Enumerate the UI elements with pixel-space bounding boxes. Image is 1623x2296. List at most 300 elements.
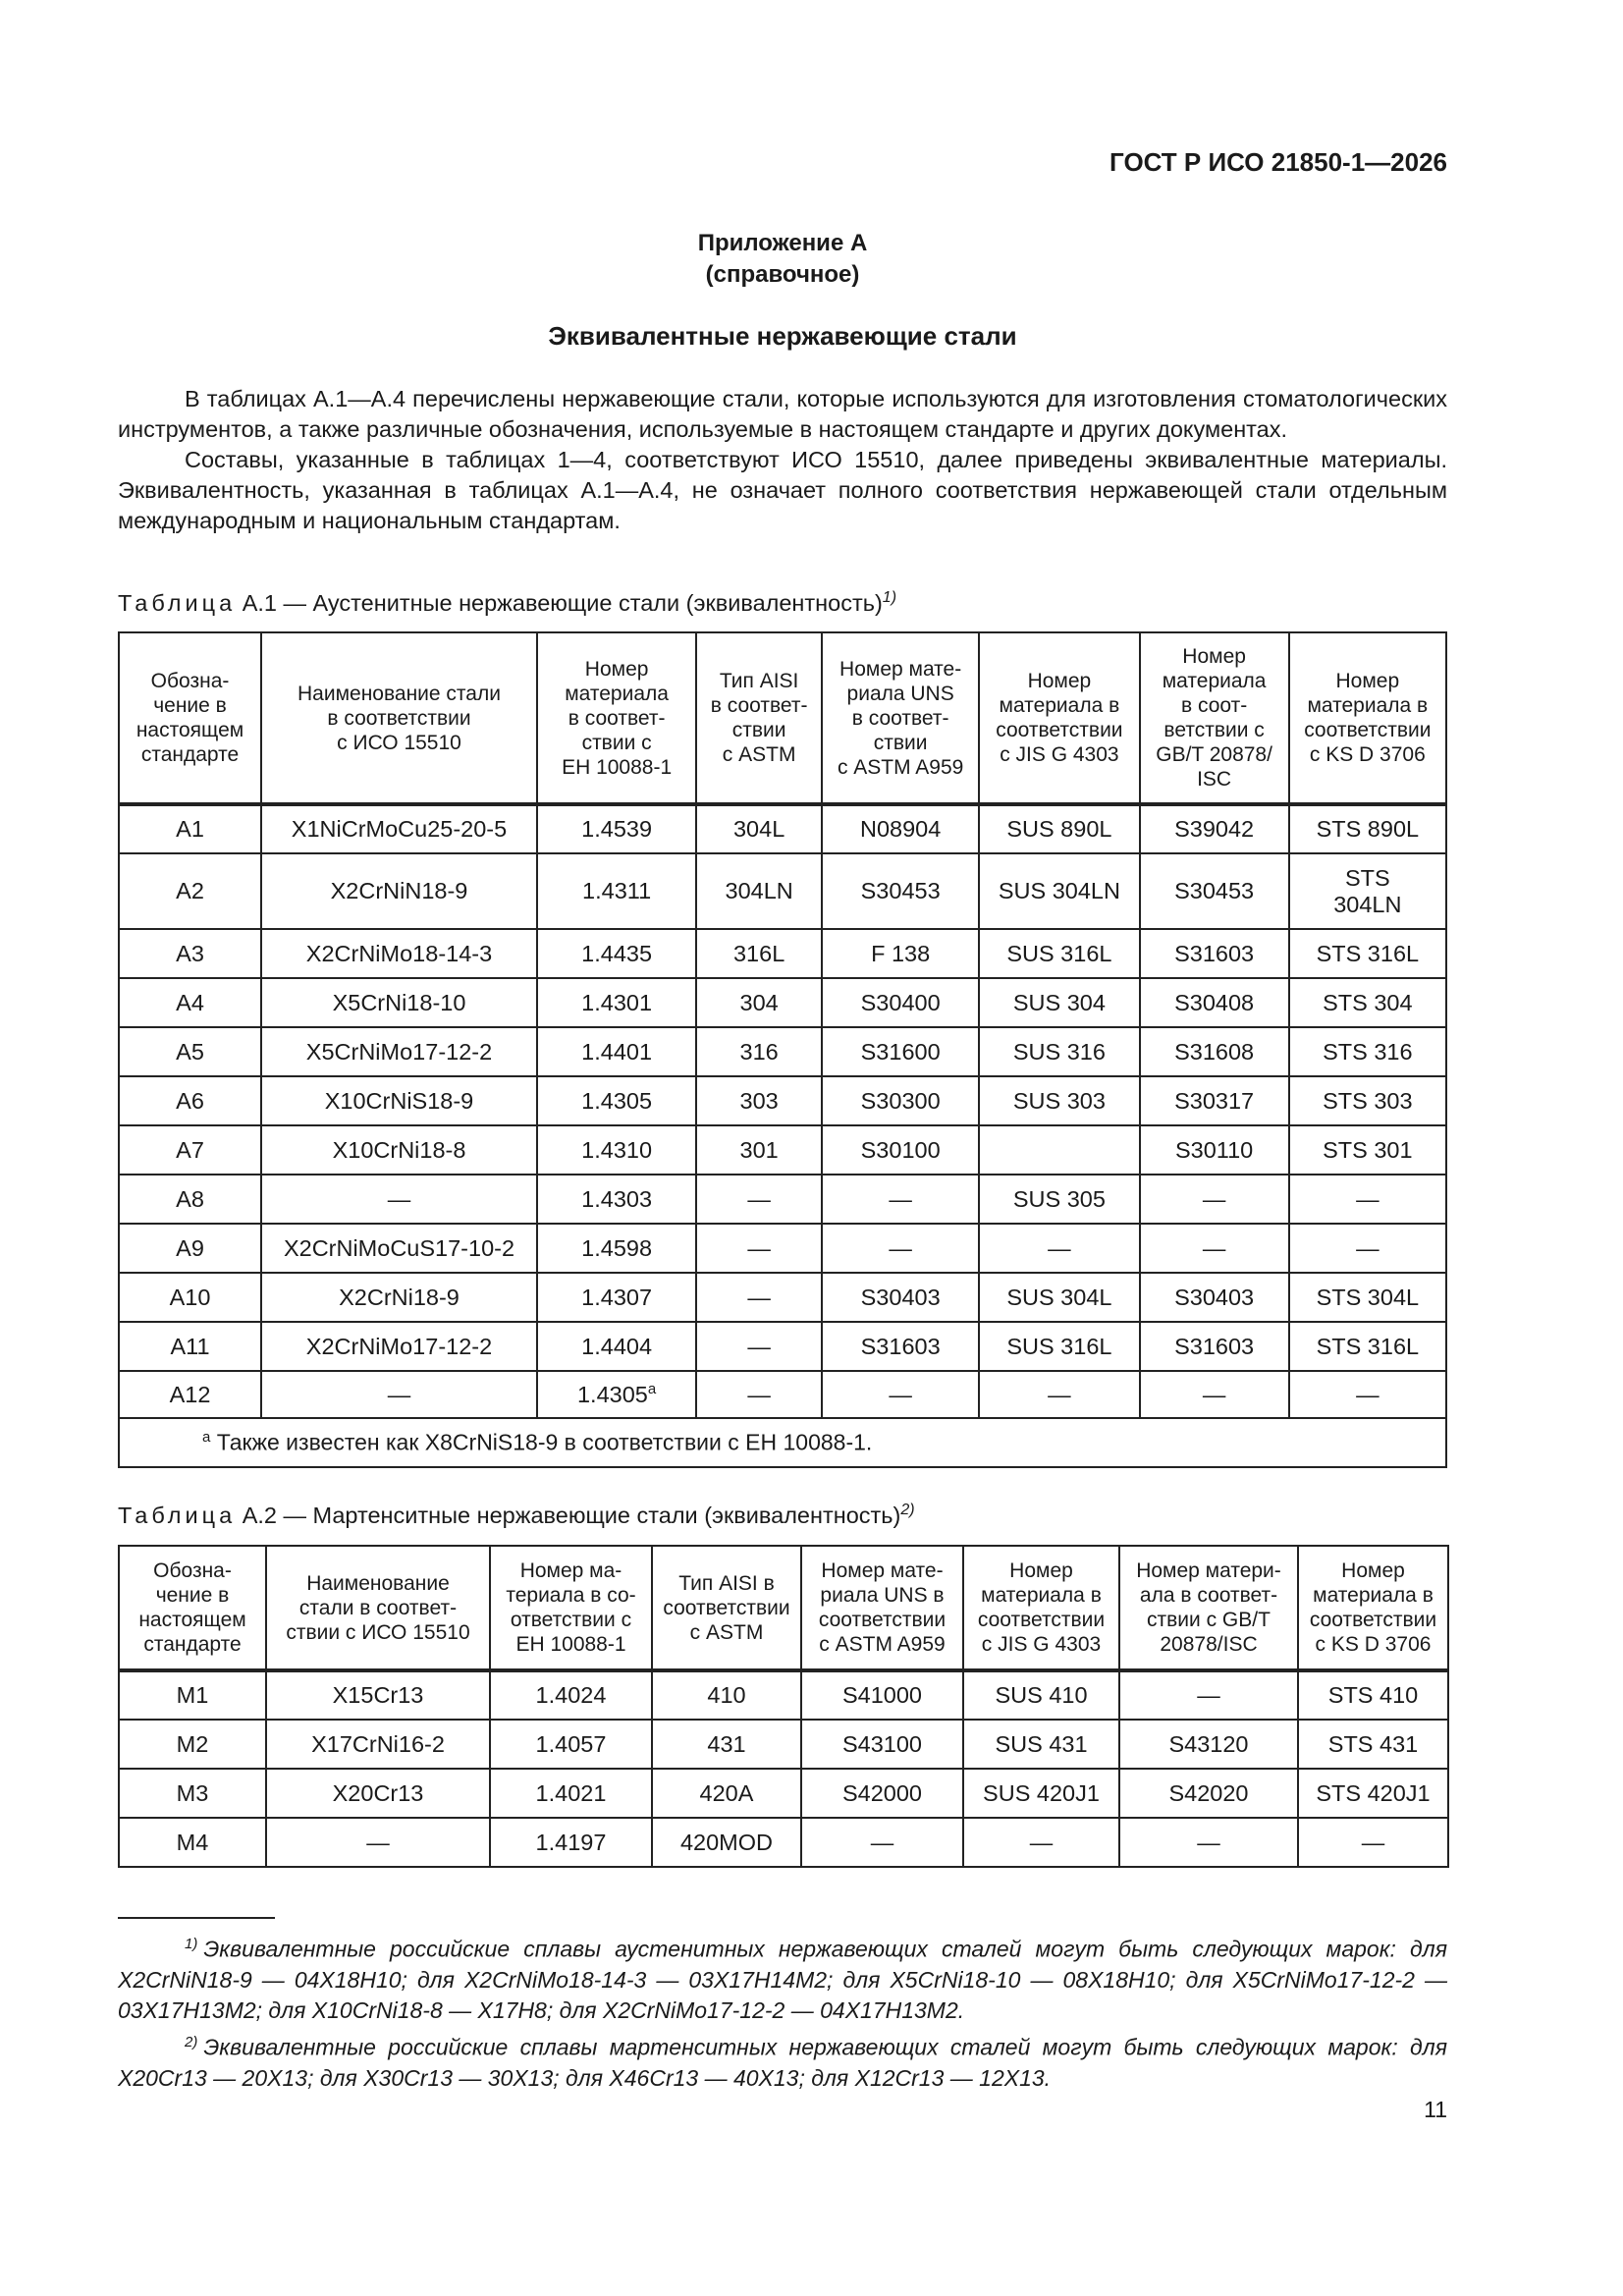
table-cell: [822, 1125, 979, 1175]
cell-value: S31600: [860, 1038, 941, 1065]
table-cell: [1140, 1224, 1289, 1273]
cell-value: S30403: [860, 1284, 941, 1310]
column-header: Номер материала в соответствии с KS D 3706: [1298, 1546, 1448, 1670]
cell-value: S30110: [1174, 1136, 1254, 1163]
cell-value: X2CrNi18-9: [339, 1284, 460, 1310]
footnote-mark: 2): [185, 2034, 198, 2050]
cell-value: 1.4021: [535, 1779, 607, 1806]
table-cell: [822, 1175, 979, 1224]
table-cell: [1289, 853, 1446, 929]
table-cell: [1140, 804, 1289, 853]
annex-subtitle: (справочное): [705, 261, 860, 288]
table-cell: [1289, 1273, 1446, 1322]
cell-value: 1.4404: [581, 1333, 653, 1359]
table-cell: [261, 1027, 537, 1076]
cell-value: А4: [176, 989, 204, 1015]
table-cell: [1140, 1371, 1289, 1418]
annex-title: Приложение А: [697, 230, 868, 256]
cell-value: 1.4305: [576, 1381, 648, 1407]
table-cell: [979, 978, 1139, 1027]
cell-value: STS 431: [1327, 1730, 1419, 1757]
table-cell: [963, 1769, 1119, 1818]
cell-value: —: [747, 1284, 771, 1310]
table-cell: [119, 1027, 261, 1076]
table-cell: [1289, 1224, 1446, 1273]
cell-value: 1.4305: [581, 1087, 653, 1114]
table-cell: [119, 853, 261, 929]
table-cell: [979, 1371, 1139, 1418]
table-cell: [1289, 1125, 1446, 1175]
table-cell: [1289, 1322, 1446, 1371]
table-cell: [119, 978, 261, 1027]
cell-value: А5: [176, 1038, 204, 1065]
column-header: Тип AISI в соответ- ствии с ASTM: [696, 632, 822, 804]
cell-value: SUS 304L: [1006, 1284, 1112, 1310]
table-cell: [266, 1818, 490, 1867]
paragraph: Составы, указанные в таблицах 1—4, соответствуют ИСО 15510, далее приведены эквивалентные материалы. Эквивалентность, указанная в таблицах А.1—А.4, не означает полного соответствия нержавеющей стали отдельным международным и национальным стандартам.: [118, 447, 1447, 533]
table-cell: [696, 1273, 822, 1322]
table-cell: [537, 1076, 696, 1125]
cell-value: А7: [176, 1136, 204, 1163]
cell-value: S39042: [1174, 816, 1255, 842]
table-row: [119, 804, 1446, 853]
cell-value: —: [1356, 1185, 1380, 1212]
table-cell: [537, 1322, 696, 1371]
cell-value: —: [387, 1185, 411, 1212]
footnote-text: Эквивалентные российские сплавы аустенитных нержавеющих сталей могут быть следующих марок: для X2CrNiN18-9 — 04Х18Н10; для X2CrNiMo18-14-3 — 03Х17Н14М2; для X5CrNi18-10 — 08Х18Н10; для X5CrNiMo17-12-2 — 03Х17Н13М2; для X10CrNi18-8 — Х17Н8; для X2CrNiMo17-12-2 — 04Х17Н13М2.: [118, 1936, 1447, 2023]
cell-value: 1.4401: [581, 1038, 653, 1065]
cell-value: —: [1202, 1234, 1226, 1261]
table-cell: [261, 978, 537, 1027]
table-cell: [1140, 929, 1289, 978]
table-cell: [1140, 1273, 1289, 1322]
cell-value: 301: [739, 1136, 779, 1163]
paragraph: В таблицах А.1—А.4 перечислены нержавеющие стали, которые используются для изготовления стоматологических инструментов, а также различные обозначения, используемые в настоящем стандарте и других документах.: [118, 386, 1447, 442]
table-cell: [979, 929, 1139, 978]
cell-value: STS 420J1: [1316, 1779, 1431, 1806]
table-cell: [963, 1818, 1119, 1867]
cell-value: 1.4301: [581, 989, 653, 1015]
table-cell: [979, 1175, 1139, 1224]
table-cell: [652, 1769, 801, 1818]
cell-value: STS 316L: [1316, 940, 1420, 966]
table1-caption: [118, 589, 896, 617]
table-cell: [822, 978, 979, 1027]
cell-value: X2CrNiMoCuS17-10-2: [283, 1234, 515, 1261]
table-cell: [490, 1818, 652, 1867]
table-cell: [537, 853, 696, 929]
table-cell: [822, 1224, 979, 1273]
column-header: Обозна- чение в настоящем стандарте: [119, 632, 261, 804]
table-cell: [652, 1720, 801, 1769]
table-cell: [537, 1273, 696, 1322]
table-note-ref: a: [647, 1381, 657, 1398]
table-cell: [822, 1322, 979, 1371]
cell-value: 1.4310: [581, 1136, 653, 1163]
cell-value: X5CrNi18-10: [332, 989, 466, 1015]
cell-value: —: [1029, 1829, 1054, 1855]
table-cell: [652, 1670, 801, 1720]
footnote-text: Эквивалентные российские сплавы мартенситных нержавеющих сталей могут быть следующих марок: для X20Cr13 — 20Х13; для X30Cr13 — 30Х13; для X46Cr13 — 40Х13; для X12Cr13 — 12Х13.: [118, 2034, 1447, 2091]
table-cell: [1119, 1769, 1298, 1818]
cell-value: S30453: [860, 878, 941, 903]
table-cell: [537, 1371, 696, 1418]
table-row: [119, 1322, 1446, 1371]
table-row: [119, 1273, 1446, 1322]
table-cell: [963, 1720, 1119, 1769]
table-austenitic: [118, 631, 1447, 1468]
cell-value: X10CrNiS18-9: [324, 1087, 474, 1114]
table-cell: [119, 1670, 266, 1720]
table-row: [119, 1027, 1446, 1076]
cell-value: S41000: [841, 1682, 923, 1708]
table-cell: [266, 1670, 490, 1720]
document-code: ГОСТ Р ИСО 21850-1—2026: [1109, 147, 1447, 177]
cell-value: X2CrNiMo17-12-2: [305, 1333, 493, 1359]
cell-value: —: [747, 1234, 771, 1261]
cell-value: А11: [170, 1333, 210, 1359]
table-note-text: Также известен как X8CrNiS18-9 в соответствии с ЕН 10088-1.: [216, 1429, 873, 1455]
table-cell: [1289, 1076, 1446, 1125]
column-header: Обозна- чение в настоящем стандарте: [119, 1546, 266, 1670]
table-cell: [261, 1175, 537, 1224]
table-cell: [261, 1224, 537, 1273]
table-cell: [979, 1076, 1139, 1125]
cell-value: X5CrNiMo17-12-2: [305, 1038, 493, 1065]
column-header: Наименование стали в соответ- ствии с ИСО 15510: [266, 1546, 490, 1670]
table-row: [119, 1371, 1446, 1418]
cell-value: S30100: [860, 1136, 941, 1163]
table-cell: [979, 853, 1139, 929]
table-row: [119, 1175, 1446, 1224]
cell-value: М4: [176, 1829, 209, 1855]
column-header: Номер матери- ала в соответ- ствии с GB/T 20878/ISC: [1119, 1546, 1298, 1670]
table-cell: [963, 1670, 1119, 1720]
table-cell: [696, 1175, 822, 1224]
table-cell: [1140, 853, 1289, 929]
cell-value: 304: [739, 989, 779, 1015]
table-row: [119, 1720, 1448, 1769]
cell-value: 1.4539: [581, 816, 653, 842]
table-cell: [696, 1322, 822, 1371]
cell-value: 303: [739, 1087, 779, 1114]
cell-value: —: [1361, 1829, 1385, 1855]
table-cell: [696, 978, 822, 1027]
table-cell: [801, 1720, 963, 1769]
table-cell: [1298, 1670, 1448, 1720]
cell-value: STS 301: [1323, 1136, 1413, 1163]
cell-value: S31608: [1174, 1038, 1255, 1065]
cell-value: SUS 890L: [1006, 816, 1112, 842]
table-cell: [1298, 1720, 1448, 1769]
cell-value: STS 304: [1323, 989, 1413, 1015]
cell-value: SUS 316: [1012, 1038, 1106, 1065]
table-cell: [696, 1027, 822, 1076]
table-cell: [696, 1371, 822, 1418]
cell-value: 1.4024: [535, 1682, 607, 1708]
cell-value: 1.4303: [581, 1185, 653, 1212]
column-header: Номер ма- териала в со- ответствии с ЕН 10088-1: [490, 1546, 652, 1670]
table-cell: [261, 1273, 537, 1322]
cell-value: А6: [176, 1087, 204, 1114]
cell-value: А3: [176, 940, 204, 966]
cell-value: 304L: [732, 816, 785, 842]
table-row: [119, 1125, 1446, 1175]
cell-value: SUS 304LN: [998, 878, 1120, 903]
table-cell: [822, 929, 979, 978]
table-cell: [119, 804, 261, 853]
table-cell: [537, 1224, 696, 1273]
table-cell: [1119, 1670, 1298, 1720]
cell-value: N08904: [859, 816, 942, 842]
table-note-row: [119, 1418, 1446, 1467]
cell-value: А2: [176, 878, 204, 903]
table-cell: [537, 1125, 696, 1175]
table-cell: [119, 1371, 261, 1418]
table-header-row: [119, 632, 1446, 804]
cell-value: S30453: [1174, 878, 1255, 903]
column-header: Номер материала в соответствии с KS D 3706: [1289, 632, 1446, 804]
footnote-mark: 1): [185, 1936, 198, 1952]
cell-value: SUS 420J1: [983, 1779, 1100, 1806]
table-cell: [652, 1818, 801, 1867]
cell-value: S30403: [1174, 1284, 1255, 1310]
table-cell: [261, 1076, 537, 1125]
table-martensitic: [118, 1545, 1449, 1868]
cell-value: 1.4598: [581, 1234, 653, 1261]
cell-value: 410: [707, 1682, 746, 1708]
cell-value: 304LN: [725, 878, 793, 903]
footnote-ref: 2): [900, 1502, 915, 1518]
table-cell: [1289, 1371, 1446, 1418]
cell-value: S42000: [841, 1779, 923, 1806]
cell-value: —: [1197, 1829, 1220, 1855]
table-cell: [822, 1371, 979, 1418]
table-cell: [261, 853, 537, 929]
table-cell: [979, 804, 1139, 853]
table-cell: [537, 1027, 696, 1076]
footnote-1: [118, 1929, 1447, 2026]
table-cell: [801, 1818, 963, 1867]
table-cell: [822, 853, 979, 929]
cell-value: —: [747, 1185, 771, 1212]
table-cell: [537, 978, 696, 1027]
table-cell: [119, 1273, 261, 1322]
cell-value: 1.4197: [535, 1829, 607, 1855]
cell-value: SUS 305: [1012, 1185, 1106, 1212]
table-cell: [261, 1322, 537, 1371]
column-header: Номер материала в соответствии с JIS G 4303: [979, 632, 1139, 804]
table-cell: [1119, 1818, 1298, 1867]
table-cell: [979, 1322, 1139, 1371]
table-cell: [119, 1175, 261, 1224]
cell-value: S31603: [860, 1333, 941, 1359]
cell-value: —: [889, 1234, 912, 1261]
cell-value: SUS 303: [1012, 1087, 1106, 1114]
table-row: [119, 1769, 1448, 1818]
table-cell: [1140, 1027, 1289, 1076]
table-row: [119, 929, 1446, 978]
cell-value: STS 304L: [1316, 1284, 1420, 1310]
table-cell: [979, 1027, 1139, 1076]
table-cell: [822, 804, 979, 853]
cell-value: А12: [169, 1381, 211, 1407]
table2-caption: [118, 1502, 915, 1529]
table-cell: [537, 929, 696, 978]
cell-value: X15Cr13: [332, 1682, 424, 1708]
cell-value: —: [1197, 1682, 1220, 1708]
cell-value: X1NiCrMoCu25-20-5: [291, 816, 508, 842]
cell-value: STS 890L: [1316, 816, 1420, 842]
table-row: [119, 1670, 1448, 1720]
table-cell: [119, 1720, 266, 1769]
table-cell: [801, 1769, 963, 1818]
table-cell: [266, 1720, 490, 1769]
table-cell: [1298, 1818, 1448, 1867]
table-cell: [119, 1076, 261, 1125]
cell-value: STS 316L: [1316, 1333, 1420, 1359]
table-cell: [822, 1273, 979, 1322]
footnote-divider: [118, 1917, 275, 1919]
cell-value: S31603: [1174, 1333, 1255, 1359]
table-cell: [696, 804, 822, 853]
column-header: Номер мате- риала UNS в соответствии с ASTM A959: [801, 1546, 963, 1670]
table-cell: [1140, 978, 1289, 1027]
cell-value: —: [889, 1185, 912, 1212]
cell-value: S42020: [1168, 1779, 1249, 1806]
cell-value: —: [1202, 1185, 1226, 1212]
cell-value: —: [747, 1381, 771, 1407]
cell-value: X10CrNi18-8: [332, 1136, 466, 1163]
cell-value: А9: [176, 1234, 204, 1261]
cell-value: —: [1356, 1234, 1380, 1261]
table-cell: [490, 1720, 652, 1769]
cell-value: S43120: [1168, 1730, 1249, 1757]
table-cell: [1140, 1076, 1289, 1125]
table-note: [119, 1418, 1446, 1467]
page-number: 11: [1424, 2097, 1447, 2122]
cell-value: SUS 304: [1012, 989, 1106, 1015]
table-cell: [119, 929, 261, 978]
cell-value: F 138: [871, 940, 931, 966]
table-cell: [119, 1769, 266, 1818]
table-cell: [696, 929, 822, 978]
column-header: Номер материала в соответ- ствии с ЕН 10088-1: [537, 632, 696, 804]
cell-value: STS 410: [1327, 1682, 1419, 1708]
cell-value: —: [870, 1829, 894, 1855]
cell-value: —: [1202, 1381, 1226, 1407]
table-caption-text: А.1 — Аустенитные нержавеющие стали (эквивалентность): [242, 589, 883, 616]
table-cell: [261, 929, 537, 978]
table-cell: [696, 853, 822, 929]
section-title: Эквивалентные нержавеющие стали: [548, 321, 1017, 351]
cell-value: А8: [176, 1185, 204, 1212]
table-cell: [537, 804, 696, 853]
cell-value: 316: [739, 1038, 779, 1065]
table-cell: [1289, 804, 1446, 853]
column-header: Номер материала в соответствии с JIS G 4303: [963, 1546, 1119, 1670]
table-cell: [119, 1224, 261, 1273]
cell-value: М3: [176, 1779, 209, 1806]
table-cell: [1140, 1175, 1289, 1224]
cell-value: —: [387, 1381, 411, 1407]
cell-value: 1.4435: [581, 940, 653, 966]
cell-value: 420MOD: [679, 1829, 774, 1855]
table-cell: [261, 1371, 537, 1418]
cell-value: X2CrNiMo18-14-3: [305, 940, 493, 966]
table-cell: [261, 804, 537, 853]
column-header: Номер материала в соот- ветствии с GB/T 20878/ ISC: [1140, 632, 1289, 804]
table-cell: [1289, 1175, 1446, 1224]
table-cell: [490, 1670, 652, 1720]
cell-value: —: [366, 1829, 390, 1855]
table-row: [119, 978, 1446, 1027]
cell-value: SUS 316L: [1006, 940, 1112, 966]
table-cell: [1119, 1720, 1298, 1769]
table-cell: [822, 1027, 979, 1076]
table-cell: [1289, 978, 1446, 1027]
table-cell: [1289, 1027, 1446, 1076]
cell-value: —: [1048, 1381, 1071, 1407]
table-label: Таблица: [118, 589, 237, 616]
table-cell: [119, 1125, 261, 1175]
table-caption-text: А.2 — Мартенситные нержавеющие стали (эквивалентность): [242, 1502, 901, 1528]
table-cell: [537, 1175, 696, 1224]
column-header: Наименование стали в соответствии с ИСО 15510: [261, 632, 537, 804]
cell-value: 431: [707, 1730, 746, 1757]
column-header: Номер мате- риала UNS в соответ- ствии с ASTM A959: [822, 632, 979, 804]
table-row: [119, 1224, 1446, 1273]
cell-value: S30300: [860, 1087, 941, 1114]
cell-value: —: [1048, 1234, 1071, 1261]
cell-value: А10: [169, 1284, 211, 1310]
table-row: [119, 1076, 1446, 1125]
table-cell: [1140, 1125, 1289, 1175]
table-cell: [1140, 1322, 1289, 1371]
cell-value: STS 303: [1323, 1087, 1413, 1114]
cell-value: 1.4311: [582, 878, 652, 903]
cell-value: 1.4307: [581, 1284, 653, 1310]
table-cell: [266, 1769, 490, 1818]
column-header: Тип AISI в соответствии с ASTM: [652, 1546, 801, 1670]
cell-value: 316L: [732, 940, 785, 966]
cell-value: X2CrNiN18-9: [330, 878, 468, 903]
table-cell: [696, 1125, 822, 1175]
table-cell: [979, 1224, 1139, 1273]
cell-value: X20Cr13: [332, 1779, 424, 1806]
intro-text: [118, 384, 1447, 536]
cell-value: S43100: [841, 1730, 923, 1757]
cell-value: S30400: [860, 989, 941, 1015]
table-header-row: [119, 1546, 1448, 1670]
cell-value: STS 316: [1323, 1038, 1413, 1065]
table-cell: [119, 1322, 261, 1371]
cell-value: —: [1356, 1381, 1380, 1407]
table-cell: [490, 1769, 652, 1818]
table-cell: [979, 1273, 1139, 1322]
footnote-2: [118, 2027, 1447, 2094]
table-cell: [979, 1125, 1139, 1175]
table-cell: [801, 1670, 963, 1720]
table-cell: [1298, 1769, 1448, 1818]
table-cell: [696, 1224, 822, 1273]
cell-value: S30408: [1174, 989, 1255, 1015]
cell-value: STS 304LN: [1333, 864, 1402, 917]
table-cell: [696, 1076, 822, 1125]
cell-value: S31603: [1174, 940, 1255, 966]
annex-heading: [118, 228, 1447, 291]
table-row: [119, 1818, 1448, 1867]
